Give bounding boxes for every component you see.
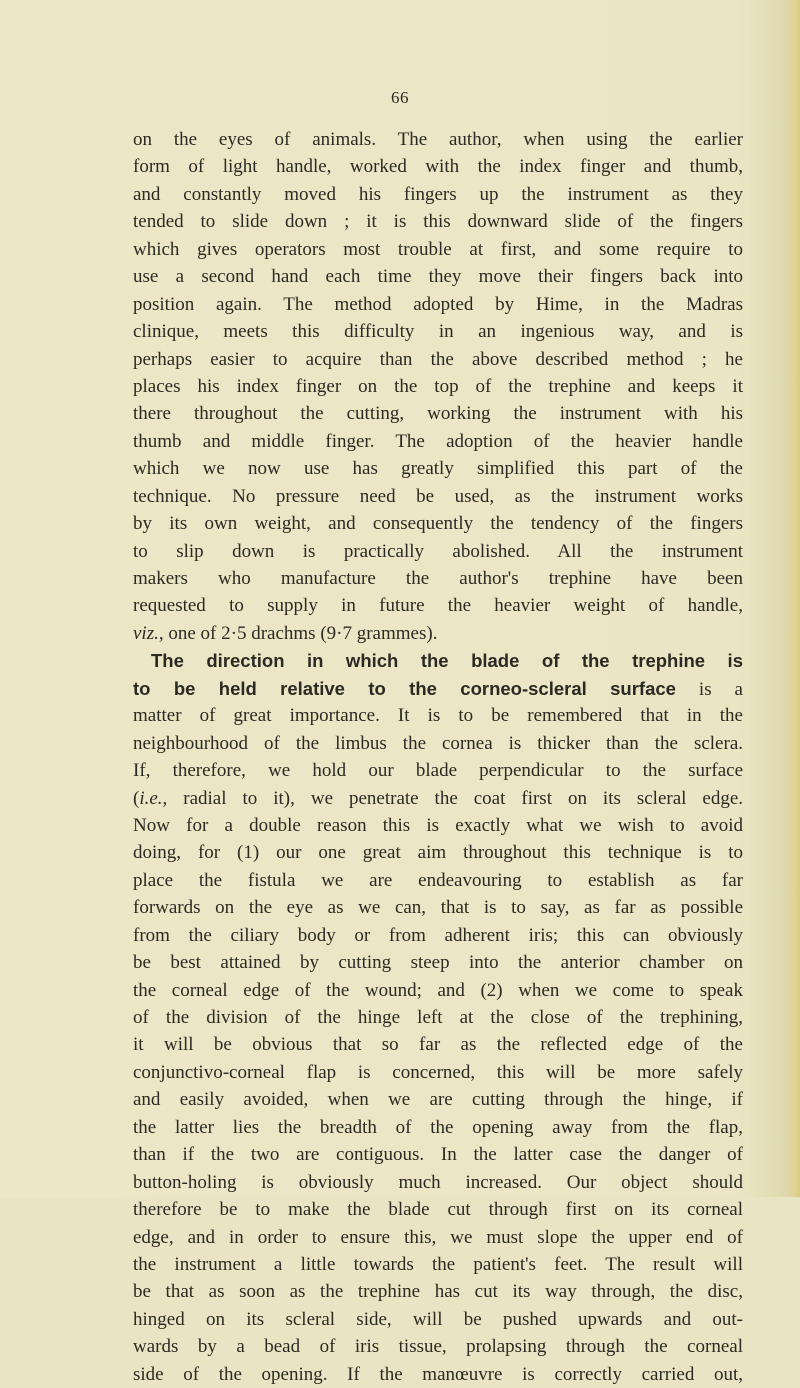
text-line <box>133 949 743 976</box>
text-line <box>133 757 743 784</box>
text-line <box>133 208 743 235</box>
text-line <box>133 812 743 839</box>
italic-text: viz. <box>133 622 159 644</box>
text-line <box>133 181 743 208</box>
text-segment: use a second hand each time they move their fingers back into <box>133 266 743 288</box>
text-line <box>133 839 743 866</box>
text-line <box>133 346 743 373</box>
text-segment: places his index finger on the top of the trephine and keeps it <box>133 375 743 397</box>
page-edge <box>786 0 800 1197</box>
text-segment: clinique, meets this difficulty in an ingenious way, and is <box>133 321 743 343</box>
text-segment: therefore be to make the blade cut through first on its corneal <box>133 1199 743 1221</box>
text-line <box>133 483 743 510</box>
text-segment: be that as soon as the trephine has cut its way through, the disc, <box>133 1281 743 1303</box>
text-line <box>133 675 743 702</box>
text-line <box>133 1059 743 1086</box>
italic-text: i.e. <box>139 787 163 809</box>
text-line <box>133 1169 743 1196</box>
text-line <box>133 510 743 537</box>
text-segment: wards by a bead of iris tissue, prolapsing through the corneal <box>133 1336 743 1358</box>
text-segment: edge, and in order to ensure this, we must slope the upper end of <box>133 1226 743 1248</box>
text-line <box>133 538 743 565</box>
text-segment: than if the two are contiguous. In the latter case the danger of <box>133 1144 743 1166</box>
text-line <box>133 702 743 729</box>
text-segment: form of light handle, worked with the index finger and thumb, <box>133 156 743 178</box>
text-line <box>133 318 743 345</box>
text-line <box>133 1278 743 1305</box>
text-line <box>133 1361 743 1388</box>
text-segment: from the ciliary body or from adherent iris; this can obviously <box>133 924 743 946</box>
text-segment: on the eyes of animals. The author, when using the earlier <box>133 129 743 150</box>
text-line <box>133 1004 743 1031</box>
text-segment: , radial to it), we penetrate the coat first on its scleral edge. <box>162 787 743 809</box>
text-line <box>133 977 743 1004</box>
text-line <box>133 263 743 290</box>
text-line <box>133 647 743 674</box>
text-line <box>133 894 743 921</box>
text-segment: tended to slide down ; it is this downward slide of the fingers <box>133 211 743 233</box>
text-line <box>133 922 743 949</box>
text-line <box>133 1196 743 1223</box>
text-line <box>133 1141 743 1168</box>
text-line <box>133 428 743 455</box>
text-segment: is a <box>675 678 743 700</box>
text-segment: makers who manufacture the author's trephine have been <box>133 568 743 589</box>
text-segment: , one of 2·5 drachms (9·7 grammes). <box>158 622 438 644</box>
text-segment: button-holing is obviously much increased. Our object should <box>133 1171 743 1193</box>
text-line <box>133 1031 743 1058</box>
text-line <box>133 373 743 400</box>
text-line <box>133 1114 743 1141</box>
text-segment: ( <box>133 787 140 809</box>
text-segment: hinged on its scleral side, will be pushed upwards and out- <box>133 1308 743 1330</box>
text-segment: If, therefore, we hold our blade perpendicular to the surface <box>133 760 743 782</box>
text-segment: doing, for (1) our one great aim throughout this technique is to <box>133 842 743 864</box>
page-number: 66 <box>391 88 409 107</box>
text-segment: place the fistula we are endeavouring to establish as far <box>133 869 743 891</box>
text-line <box>133 400 743 427</box>
text-line <box>133 455 743 482</box>
text-segment: the instrument a little towards the patient's feet. The result will <box>133 1253 743 1275</box>
bold-heading-text: to be held relative to the corneo-scleral surface <box>133 677 676 699</box>
text-line <box>133 236 743 263</box>
text-segment: there throughout the cutting, working the instrument with his <box>133 403 743 425</box>
text-line <box>133 153 743 180</box>
text-line <box>133 592 743 619</box>
text-segment: thumb and middle finger. The adoption of the heavier handle <box>133 430 743 452</box>
text-segment: be best attained by cutting steep into the anterior chamber on <box>133 952 743 974</box>
text-segment: technique. No pressure need be used, as the instrument works <box>133 485 743 507</box>
text-segment: and easily avoided, when we are cutting through the hinge, if <box>133 1089 743 1111</box>
text-segment: side of the opening. If the manœuvre is correctly carried out, <box>133 1363 743 1385</box>
text-segment: matter of great importance. It is to be remembered that in the <box>133 705 743 727</box>
text-segment: and constantly moved his fingers up the instrument as they <box>133 183 743 205</box>
text-line <box>133 291 743 318</box>
text-segment: Now for a double reason this is exactly what we wish to avoid <box>133 814 743 836</box>
text-line <box>133 867 743 894</box>
text-segment: neighbourhood of the limbus the cornea is thicker than the sclera. <box>133 732 743 754</box>
text-segment: it will be obvious that so far as the reflected edge of the <box>133 1034 743 1056</box>
text-line <box>133 620 743 647</box>
text-segment: conjunctivo-corneal flap is concerned, this will be more safely <box>133 1061 743 1083</box>
text-line <box>133 565 743 592</box>
text-line <box>133 785 743 812</box>
bold-heading-text: The direction in which the blade of the trephine is <box>151 650 743 672</box>
body-text <box>133 126 743 1388</box>
text-segment: which we now use has greatly simplified this part of the <box>133 458 743 480</box>
text-segment: which gives operators most trouble at first, and some require to <box>133 238 743 260</box>
text-segment: the latter lies the breadth of the opening away from the flap, <box>133 1116 743 1138</box>
text-line <box>133 730 743 757</box>
text-line <box>133 1333 743 1360</box>
text-line <box>133 1224 743 1251</box>
text-segment: requested to supply in future the heavier weight of handle, <box>133 595 743 617</box>
text-segment: the corneal edge of the wound; and (2) when we come to speak <box>133 979 743 1001</box>
text-segment: by its own weight, and consequently the tendency of the fingers <box>133 513 743 535</box>
text-segment: forwards on the eye as we can, that is to say, as far as possible <box>133 897 743 919</box>
text-line <box>133 126 743 153</box>
text-segment: position again. The method adopted by Hime, in the Madras <box>133 293 743 315</box>
text-line <box>133 1251 743 1278</box>
text-segment: to slip down is practically abolished. All the instrument <box>133 540 743 562</box>
text-segment: of the division of the hinge left at the close of the trephining, <box>133 1007 743 1028</box>
text-line <box>133 1306 743 1333</box>
text-segment: perhaps easier to acquire than the above described method ; he <box>133 348 743 370</box>
text-line <box>133 1086 743 1113</box>
